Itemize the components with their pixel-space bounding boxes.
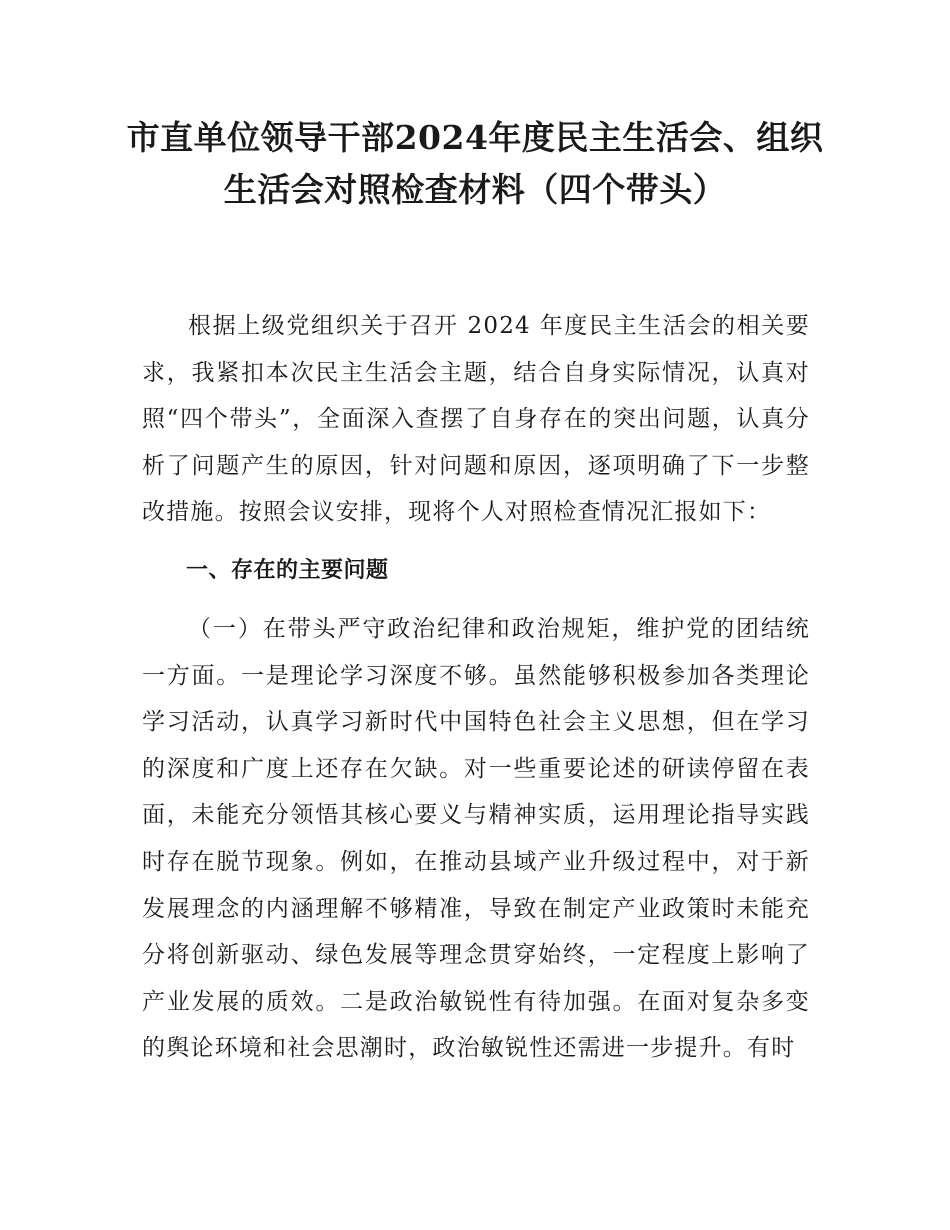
body-paragraph: （一）在带头严守政治纪律和政治规矩，维护党的团结统一方面。一是理论学习深度不够。虽然能够积极参加各类理论学习活动，认真学习新时代中国特色社会主义思想，但在学习的深度和广度上还存在欠缺。对一些重要论述的研读停留在表面，未能充分领悟其核心要义与精神实质，运用理论指导实践时存在脱节现象。例如，在推动县域产业升级过程中，对于新发展理念的内涵理解不够精准，导致在制定产业政策时未能充分将创新驱动、绿色发展等理念贯穿始终，一定程度上影响了产业发展的质效。二是政治敏锐性有待加强。在面对复杂多变的舆论环境和社会思潮时，政治敏锐性还需进一步提升。有时 (142, 615, 810, 1062)
document-body (142, 303, 810, 1072)
document-title: 市直单位领导干部2024年度民主生活会、组织生活会对照检查材料（四个带头） (126, 118, 824, 209)
section-heading: 一、存在的主要问题 (186, 557, 389, 583)
intro-paragraph: 根据上级党组织关于召开 2024 年度民主生活会的相关要求，我紧扣本次民主生活会主题，结合自身实际情况，认真对照“四个带头”，全面深入查摆了自身存在的突出问题，认真分析了问题产生的原因，针对问题和原因，逐项明确了下一步整改措施。按照会议安排，现将个人对照检查情况汇报如下： (142, 313, 810, 526)
